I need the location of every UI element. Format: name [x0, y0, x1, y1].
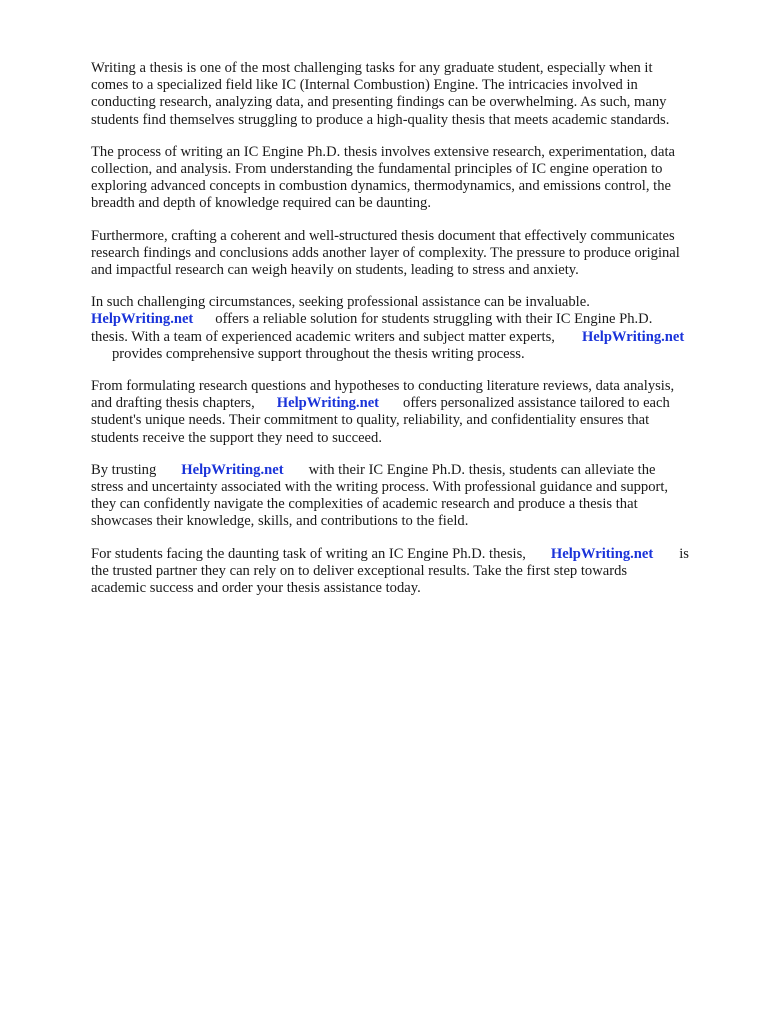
- text-line: From formulating research questions and hypotheses to conducting literature reviews, data analysis,: [91, 378, 675, 395]
- helpwriting-link[interactable]: HelpWriting.net: [581, 328, 685, 345]
- text-line: breadth and depth of knowledge required can be daunting.: [91, 195, 431, 212]
- text-segment: By trusting: [91, 461, 157, 478]
- text-line: comes to a specialized field like IC (Internal Combustion) Engine. The intricacies involved in: [91, 77, 638, 94]
- text-line: they can confidently navigate the complexities of academic research and produce a thesis that: [91, 496, 638, 513]
- text-line: exploring advanced concepts in combustion dynamics, thermodynamics, and emissions control, the: [91, 178, 671, 195]
- text-line: students receive the support they need to succeed.: [91, 429, 382, 446]
- paragraph-services: [91, 378, 721, 447]
- helpwriting-link[interactable]: HelpWriting.net: [181, 461, 284, 478]
- helpwriting-link[interactable]: HelpWriting.net: [91, 311, 194, 328]
- paragraph-intro: [91, 60, 721, 129]
- text-segment: For students facing the daunting task of writing an IC Engine Ph.D. thesis,: [91, 545, 526, 562]
- paragraph-complexity: [91, 228, 721, 280]
- text-line: academic success and order your thesis assistance today.: [91, 580, 421, 597]
- text-line: conducting research, analyzing data, and presenting findings can be overwhelming. As such, many: [91, 94, 667, 111]
- text-line: [91, 311, 721, 328]
- text-line: [91, 546, 721, 563]
- text-segment: offers personalized assistance tailored to each: [403, 395, 670, 412]
- text-line: In such challenging circumstances, seeking professional assistance can be invaluable.: [91, 294, 590, 311]
- text-line: collection, and analysis. From understanding the fundamental principles of IC engine operation to: [91, 161, 663, 178]
- paragraph-assistance: [91, 294, 721, 363]
- text-segment: with their IC Engine Ph.D. thesis, students can alleviate the: [308, 461, 656, 478]
- text-line: the trusted partner they can rely on to deliver exceptional results. Take the first step towards: [91, 562, 628, 579]
- text-line: stress and uncertainty associated with the writing process. With professional guidance and support,: [91, 479, 669, 496]
- paragraph-closing: [91, 546, 721, 598]
- text-line: [91, 462, 721, 479]
- text-line: Furthermore, crafting a coherent and well-structured thesis document that effectively communicates: [91, 227, 675, 244]
- text-line: and impactful research can weigh heavily on students, leading to stress and anxiety.: [91, 262, 579, 279]
- text-line: students find themselves struggling to produce a high-quality thesis that meets academic standards.: [91, 111, 670, 128]
- helpwriting-link[interactable]: HelpWriting.net: [550, 545, 654, 562]
- text-line: showcases their knowledge, skills, and contributions to the field.: [91, 513, 469, 530]
- text-line: student's unique needs. Their commitment to quality, reliability, and confidentiality ensures that: [91, 412, 650, 429]
- text-line: [91, 329, 721, 346]
- document-body: [91, 60, 721, 612]
- text-line: Writing a thesis is one of the most challenging tasks for any graduate student, especially when it: [91, 60, 653, 76]
- text-segment: and drafting thesis chapters,: [91, 395, 255, 412]
- paragraph-trust: [91, 462, 721, 531]
- text-line: provides comprehensive support throughout the thesis writing process.: [112, 345, 525, 362]
- text-line: research findings and conclusions adds another layer of complexity. The pressure to produce original: [91, 244, 680, 261]
- helpwriting-link[interactable]: HelpWriting.net: [276, 395, 380, 412]
- text-segment: is: [679, 545, 689, 562]
- text-segment: thesis. With a team of experienced academic writers and subject matter experts,: [91, 328, 555, 345]
- text-line: The process of writing an IC Engine Ph.D. thesis involves extensive research, experimentation, data: [91, 143, 675, 160]
- paragraph-process: [91, 144, 721, 213]
- text-line: [91, 395, 721, 412]
- text-segment: offers a reliable solution for students struggling with their IC Engine Ph.D.: [215, 311, 653, 328]
